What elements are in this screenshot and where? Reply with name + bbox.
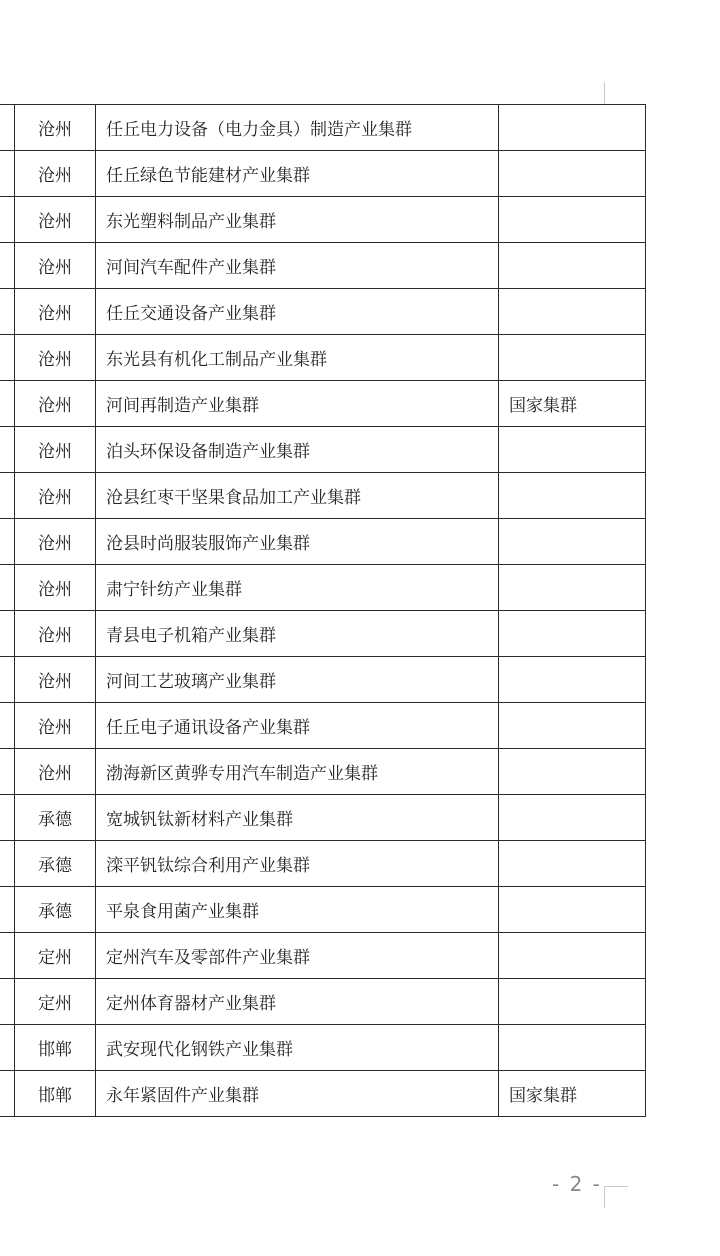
row-index-cell <box>0 105 15 151</box>
row-index-cell <box>0 243 15 289</box>
row-index-cell <box>0 473 15 519</box>
row-index-cell <box>0 749 15 795</box>
note-cell <box>499 243 646 289</box>
cluster-name-cell: 任丘交通设备产业集群 <box>96 289 499 335</box>
row-index-cell <box>0 979 15 1025</box>
table-row <box>0 105 646 151</box>
page-number: - 2 - <box>552 1172 602 1196</box>
city-cell: 承德 <box>15 887 96 933</box>
row-index-cell <box>0 657 15 703</box>
cluster-name-cell: 平泉食用菌产业集群 <box>96 887 499 933</box>
cluster-name-cell: 河间再制造产业集群 <box>96 381 499 427</box>
city-cell: 沧州 <box>15 151 96 197</box>
row-index-cell <box>0 335 15 381</box>
city-cell: 沧州 <box>15 427 96 473</box>
cluster-name-cell: 任丘电子通讯设备产业集群 <box>96 703 499 749</box>
city-cell: 定州 <box>15 979 96 1025</box>
city-cell: 沧州 <box>15 749 96 795</box>
note-cell <box>499 519 646 565</box>
table-row <box>0 749 646 795</box>
city-cell: 承德 <box>15 795 96 841</box>
row-index-cell <box>0 933 15 979</box>
city-cell: 沧州 <box>15 289 96 335</box>
table-row <box>0 611 646 657</box>
cluster-name-cell: 永年紧固件产业集群 <box>96 1071 499 1117</box>
city-cell: 沧州 <box>15 565 96 611</box>
table-row <box>0 427 646 473</box>
city-cell: 沧州 <box>15 105 96 151</box>
note-cell <box>499 841 646 887</box>
note-cell <box>499 151 646 197</box>
row-index-cell <box>0 519 15 565</box>
city-cell: 定州 <box>15 933 96 979</box>
note-cell <box>499 887 646 933</box>
table-row <box>0 335 646 381</box>
row-index-cell <box>0 197 15 243</box>
table-row <box>0 381 646 427</box>
cluster-name-cell: 沧县时尚服装服饰产业集群 <box>96 519 499 565</box>
top-crop-mark <box>604 82 605 104</box>
city-cell: 沧州 <box>15 197 96 243</box>
table-row <box>0 1025 646 1071</box>
row-index-cell <box>0 151 15 197</box>
table-row <box>0 473 646 519</box>
cluster-name-cell: 任丘电力设备（电力金具）制造产业集群 <box>96 105 499 151</box>
city-cell: 沧州 <box>15 657 96 703</box>
note-cell <box>499 749 646 795</box>
row-index-cell <box>0 1025 15 1071</box>
city-cell: 邯郸 <box>15 1071 96 1117</box>
row-index-cell <box>0 795 15 841</box>
cluster-name-cell: 河间工艺玻璃产业集群 <box>96 657 499 703</box>
industry-cluster-table <box>0 104 646 1117</box>
table-row <box>0 519 646 565</box>
table-row <box>0 979 646 1025</box>
cluster-name-cell: 渤海新区黄骅专用汽车制造产业集群 <box>96 749 499 795</box>
row-index-cell <box>0 381 15 427</box>
city-cell: 沧州 <box>15 703 96 749</box>
city-cell: 沧州 <box>15 381 96 427</box>
note-cell <box>499 335 646 381</box>
note-cell <box>499 657 646 703</box>
table-row <box>0 565 646 611</box>
city-cell: 沧州 <box>15 519 96 565</box>
cluster-name-cell: 沧县红枣干坚果食品加工产业集群 <box>96 473 499 519</box>
table-row <box>0 933 646 979</box>
row-index-cell <box>0 1071 15 1117</box>
row-index-cell <box>0 841 15 887</box>
table-row <box>0 703 646 749</box>
cluster-name-cell: 河间汽车配件产业集群 <box>96 243 499 289</box>
table-row <box>0 795 646 841</box>
table-row <box>0 289 646 335</box>
table-row <box>0 841 646 887</box>
cluster-name-cell: 肃宁针纺产业集群 <box>96 565 499 611</box>
cluster-name-cell: 泊头环保设备制造产业集群 <box>96 427 499 473</box>
note-cell <box>499 933 646 979</box>
row-index-cell <box>0 565 15 611</box>
cluster-name-cell: 定州体育器材产业集群 <box>96 979 499 1025</box>
note-cell: 国家集群 <box>499 1071 646 1117</box>
note-cell <box>499 105 646 151</box>
cluster-name-cell: 青县电子机箱产业集群 <box>96 611 499 657</box>
row-index-cell <box>0 703 15 749</box>
city-cell: 沧州 <box>15 473 96 519</box>
note-cell <box>499 703 646 749</box>
note-cell <box>499 795 646 841</box>
note-cell <box>499 611 646 657</box>
row-index-cell <box>0 427 15 473</box>
cluster-name-cell: 定州汽车及零部件产业集群 <box>96 933 499 979</box>
city-cell: 沧州 <box>15 611 96 657</box>
city-cell: 邯郸 <box>15 1025 96 1071</box>
note-cell <box>499 289 646 335</box>
note-cell <box>499 565 646 611</box>
city-cell: 承德 <box>15 841 96 887</box>
cluster-name-cell: 武安现代化钢铁产业集群 <box>96 1025 499 1071</box>
bottom-crop-mark-vertical <box>604 1186 605 1208</box>
table-row <box>0 197 646 243</box>
note-cell <box>499 473 646 519</box>
bottom-crop-mark-horizontal <box>604 1186 628 1187</box>
table-row <box>0 243 646 289</box>
table-row <box>0 657 646 703</box>
note-cell <box>499 1025 646 1071</box>
cluster-name-cell: 滦平钒钛综合利用产业集群 <box>96 841 499 887</box>
note-cell <box>499 197 646 243</box>
table-row <box>0 1071 646 1117</box>
table-row <box>0 151 646 197</box>
row-index-cell <box>0 289 15 335</box>
note-cell <box>499 427 646 473</box>
cluster-name-cell: 东光塑料制品产业集群 <box>96 197 499 243</box>
cluster-name-cell: 东光县有机化工制品产业集群 <box>96 335 499 381</box>
cluster-name-cell: 任丘绿色节能建材产业集群 <box>96 151 499 197</box>
city-cell: 沧州 <box>15 335 96 381</box>
cluster-name-cell: 宽城钒钛新材料产业集群 <box>96 795 499 841</box>
note-cell <box>499 979 646 1025</box>
row-index-cell <box>0 887 15 933</box>
row-index-cell <box>0 611 15 657</box>
city-cell: 沧州 <box>15 243 96 289</box>
table-row <box>0 887 646 933</box>
note-cell: 国家集群 <box>499 381 646 427</box>
